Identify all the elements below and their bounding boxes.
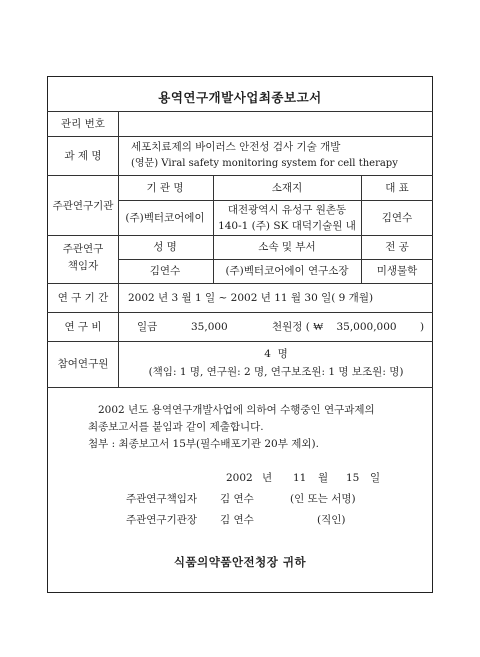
cost-label: 연 구 비: [64, 321, 102, 333]
institution-name: (주)벡터코어에이: [125, 212, 205, 224]
signature-role: 주관연구책임자: [126, 493, 198, 505]
institution-name-header: 기 관 명: [146, 182, 184, 194]
signature-role: 주관연구기관장: [126, 514, 198, 526]
period-label: 연 구 기 간: [57, 292, 109, 304]
signature-name: 김 연수: [220, 514, 254, 526]
row-divider: [47, 341, 433, 342]
attachment-note: 첨부 : 최종보고서 15부(필수배포기관 20부 제외).: [88, 438, 319, 450]
project-title-english: (영문) Viral safety monitoring system for cell therapy: [131, 158, 398, 169]
participants-detail: (책임: 1 명, 연구원: 2 명, 연구보조원: 1 명 보조원: 명): [148, 366, 404, 378]
signature-note: (인 또는 서명): [290, 493, 356, 505]
researcher-name-header: 성 명: [153, 241, 177, 253]
date-day: 15: [346, 472, 360, 484]
researcher-major: 미생물학: [376, 265, 418, 277]
cost-unit: 천원정 ( ₩ 35,000,000 ): [272, 321, 425, 333]
project-title-korean: 세포치료제의 바이러스 안전성 검사 기술 개발: [131, 141, 341, 153]
submission-text-line1: 2002 년도 용역연구개발사업에 의하여 수행중인 연구과제의: [98, 404, 375, 416]
date-month: 11: [293, 472, 307, 484]
row-divider: [118, 259, 433, 260]
researcher-label-line2: 책임자: [67, 260, 99, 272]
column-rule: [361, 175, 362, 235]
row-divider: [118, 200, 433, 201]
date-year: 2002: [226, 472, 253, 484]
institution-address-line2: 140-1 (주) SK 대덕기술원 내: [218, 220, 356, 232]
submission-text-line2: 최종보고서를 붙임과 같이 제출합니다.: [88, 421, 264, 433]
page-title: 용역연구개발사업최종보고서: [158, 90, 322, 105]
column-rule: [213, 175, 214, 235]
row-divider: [47, 283, 433, 284]
date-year-unit: 년: [262, 472, 273, 484]
table-top-rule: [47, 111, 433, 112]
period-value: 2002 년 3 월 1 일 ~ 2002 년 11 월 30 일( 9 개월): [128, 292, 374, 304]
researcher-label-line1: 주관연구: [62, 243, 104, 255]
column-rule: [213, 235, 214, 283]
institution-address-header: 소재지: [271, 182, 303, 194]
signature-name: 김 연수: [220, 493, 254, 505]
row-divider: [47, 312, 433, 313]
researcher-major-header: 전 공: [385, 241, 409, 253]
row-divider: [47, 235, 433, 236]
participants-total: 4 명: [264, 348, 288, 360]
date-month-unit: 월: [318, 472, 329, 484]
cost-prefix: 일금: [137, 321, 158, 333]
institution-rep: 김연수: [381, 212, 413, 224]
project-label: 과 제 명: [64, 150, 102, 162]
cost-amount: 35,000: [191, 321, 228, 333]
institution-rep-header: 대 표: [385, 182, 409, 194]
institution-label: 주관연구기관: [52, 200, 114, 212]
row-divider: [47, 175, 433, 176]
table-bottom-rule: [47, 387, 433, 388]
researcher-dept: (주)벡터코어에이 연구소장: [225, 265, 349, 277]
column-rule: [361, 235, 362, 283]
addressee: 식품의약품안전청장 귀하: [173, 555, 307, 569]
mgmt-no-label: 관리 번호: [61, 118, 105, 130]
row-divider: [47, 136, 433, 137]
signature-note: (직인): [317, 514, 346, 526]
researcher-name: 김연수: [149, 265, 181, 277]
institution-address-line1: 대전광역시 유성구 원촌동: [227, 204, 347, 216]
researcher-dept-header: 소속 및 부서: [258, 241, 316, 253]
date-day-unit: 일: [370, 472, 381, 484]
label-column-rule: [118, 111, 119, 387]
participants-label: 참여연구원: [57, 358, 109, 370]
